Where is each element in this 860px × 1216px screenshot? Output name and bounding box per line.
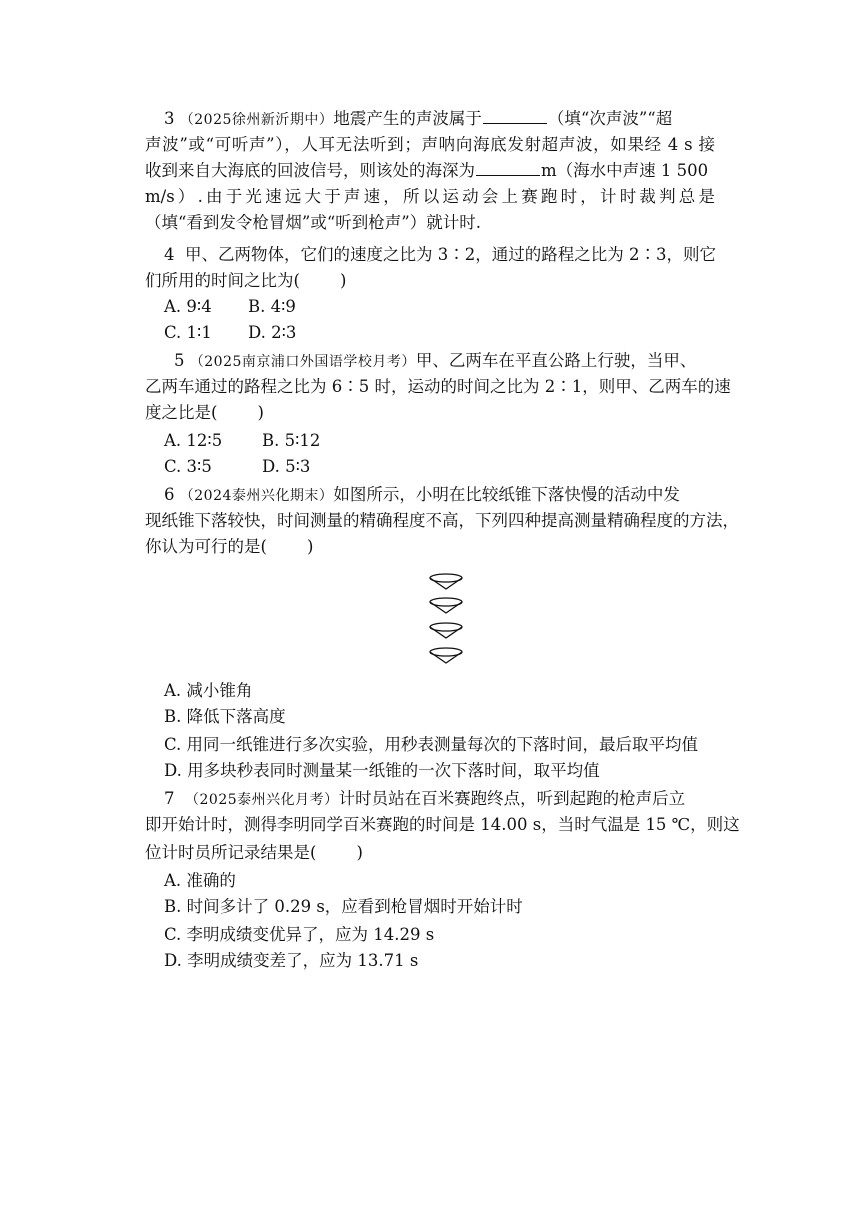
q6-line-3 [145,534,313,560]
q4-number: 4 [164,245,175,264]
q3-number: 3 [164,109,175,128]
q3-blank-1[interactable] [483,106,547,124]
q4-option-d[interactable]: D. 2∶3 [248,323,297,342]
q3-text: m（海水中声速 1 500 [541,161,709,180]
q7-line-1 [164,786,685,812]
paper-cone-4 [430,648,462,663]
q5-text: ) [257,403,264,422]
q3-line-5 [145,210,481,236]
q5-options-row-1 [164,428,320,454]
q7-option-c[interactable]: C. 李明成绩变优异了，应为 14.29 s [164,925,435,944]
q5-number: 5 [174,351,185,370]
q3-text: 地震产生的声波属于 [333,109,482,128]
q4-text: 们所用的时间之比为( [145,271,300,290]
q5-text: 甲、乙两车在平直公路上行驶，当甲、 [415,351,697,370]
q4-text: ) [339,271,347,290]
q7-number: 7 [164,789,175,808]
q3-text: 收到来自大海底的回波信号，则该处的海深为 [145,161,475,180]
q5-line-1 [174,348,696,374]
q6-option-b[interactable]: B. 降低下落高度 [164,707,286,726]
q5-source: （2025南京浦口外国语学校月考） [189,354,416,370]
q6-option-c[interactable]: C. 用同一纸锥进行多次实验，用秒表测量每次的下落时间，最后取平均值 [164,735,699,754]
q6-line-2: 现纸锥下落较快，时间测量的精确程度不高，下列四种提高测量精确程度的方法， [145,511,739,530]
q3-line-4: m/s）.由于光速远大于声速，所以运动会上赛跑时，计时裁判总是 [145,187,715,206]
paper-cone-2 [430,598,462,613]
q5-options-row-2 [164,454,310,480]
paper-cone-1 [430,574,462,589]
q5-option-a[interactable]: A. 12∶5 [164,431,223,450]
q7-text: ) [356,843,363,862]
q5-option-c[interactable]: C. 3∶5 [164,457,212,476]
q3-source: （2025徐州新沂期中） [179,112,334,128]
q7-option-b[interactable]: B. 时间多计了 0.29 s，应看到枪冒烟时开始计时 [164,897,523,916]
q6-text: 如图所示，小明在比较纸锥下落快慢的活动中发 [333,485,680,504]
q7-text: 位计时员所记录结果是( [145,843,317,862]
q7-text: 计时员站在百米赛跑终点，听到起跑的枪声后立 [338,789,686,808]
q7-option-a[interactable]: A. 准确的 [164,871,236,890]
q4-line-2 [145,268,346,294]
q5-option-b[interactable]: B. 5∶12 [262,431,321,450]
q3-text: （填“次声波”“超 [547,109,673,128]
q3-line-1 [164,106,672,132]
q3-text: （填“看到发令枪冒烟”或“听到枪声”）就计时. [145,213,481,232]
q6-text: ) [306,537,314,556]
q4-options-row-2 [164,320,296,346]
q3-blank-2[interactable] [476,158,540,176]
q4-option-a[interactable]: A. 9∶4 [164,297,212,316]
q4-text: 甲、乙两物体，它们的速度之比为 3∶2，通过的路程之比为 2∶3，则它 [185,245,716,264]
q6-source: （2024泰州兴化期末） [179,488,334,504]
q5-text: 度之比是( [145,403,218,422]
q7-option-d[interactable]: D. 李明成绩变差了，应为 13.71 s [164,951,419,970]
q6-option-d[interactable]: D. 用多块秒表同时测量某一纸锥的一次下落时间，取平均值 [164,761,600,780]
q3-line-3 [145,158,708,184]
q4-option-c[interactable]: C. 1∶1 [164,323,212,342]
q7-line-3 [145,840,363,866]
q7-line-2: 即开始计时，测得李明同学百米赛跑的时间是 14.00 s，当时气温是 15 ℃，则这 [145,815,740,834]
q6-number: 6 [164,485,175,504]
q7-source: （2025泰州兴化月考） [185,792,339,808]
q3-line-2: 声波”或“可听声”），人耳无法听到；声呐向海底发射超声波，如果经 4 s 接 [145,135,715,154]
q5-option-d[interactable]: D. 5∶3 [262,457,311,476]
paper-cone-3 [430,623,462,638]
q4-options-row-1 [164,294,296,320]
paper-cones-figure [428,572,464,668]
q6-text: 你认为可行的是( [145,537,267,556]
q5-line-2: 乙两车通过的路程之比为 6∶5 时，运动的时间之比为 2∶1，则甲、乙两车的速 [145,377,731,396]
q5-line-3 [145,400,264,426]
q4-line-1 [164,242,716,268]
q6-option-a[interactable]: A. 减小锥角 [164,681,253,700]
q4-option-b[interactable]: B. 4∶9 [248,297,296,316]
q6-line-1 [164,482,680,508]
